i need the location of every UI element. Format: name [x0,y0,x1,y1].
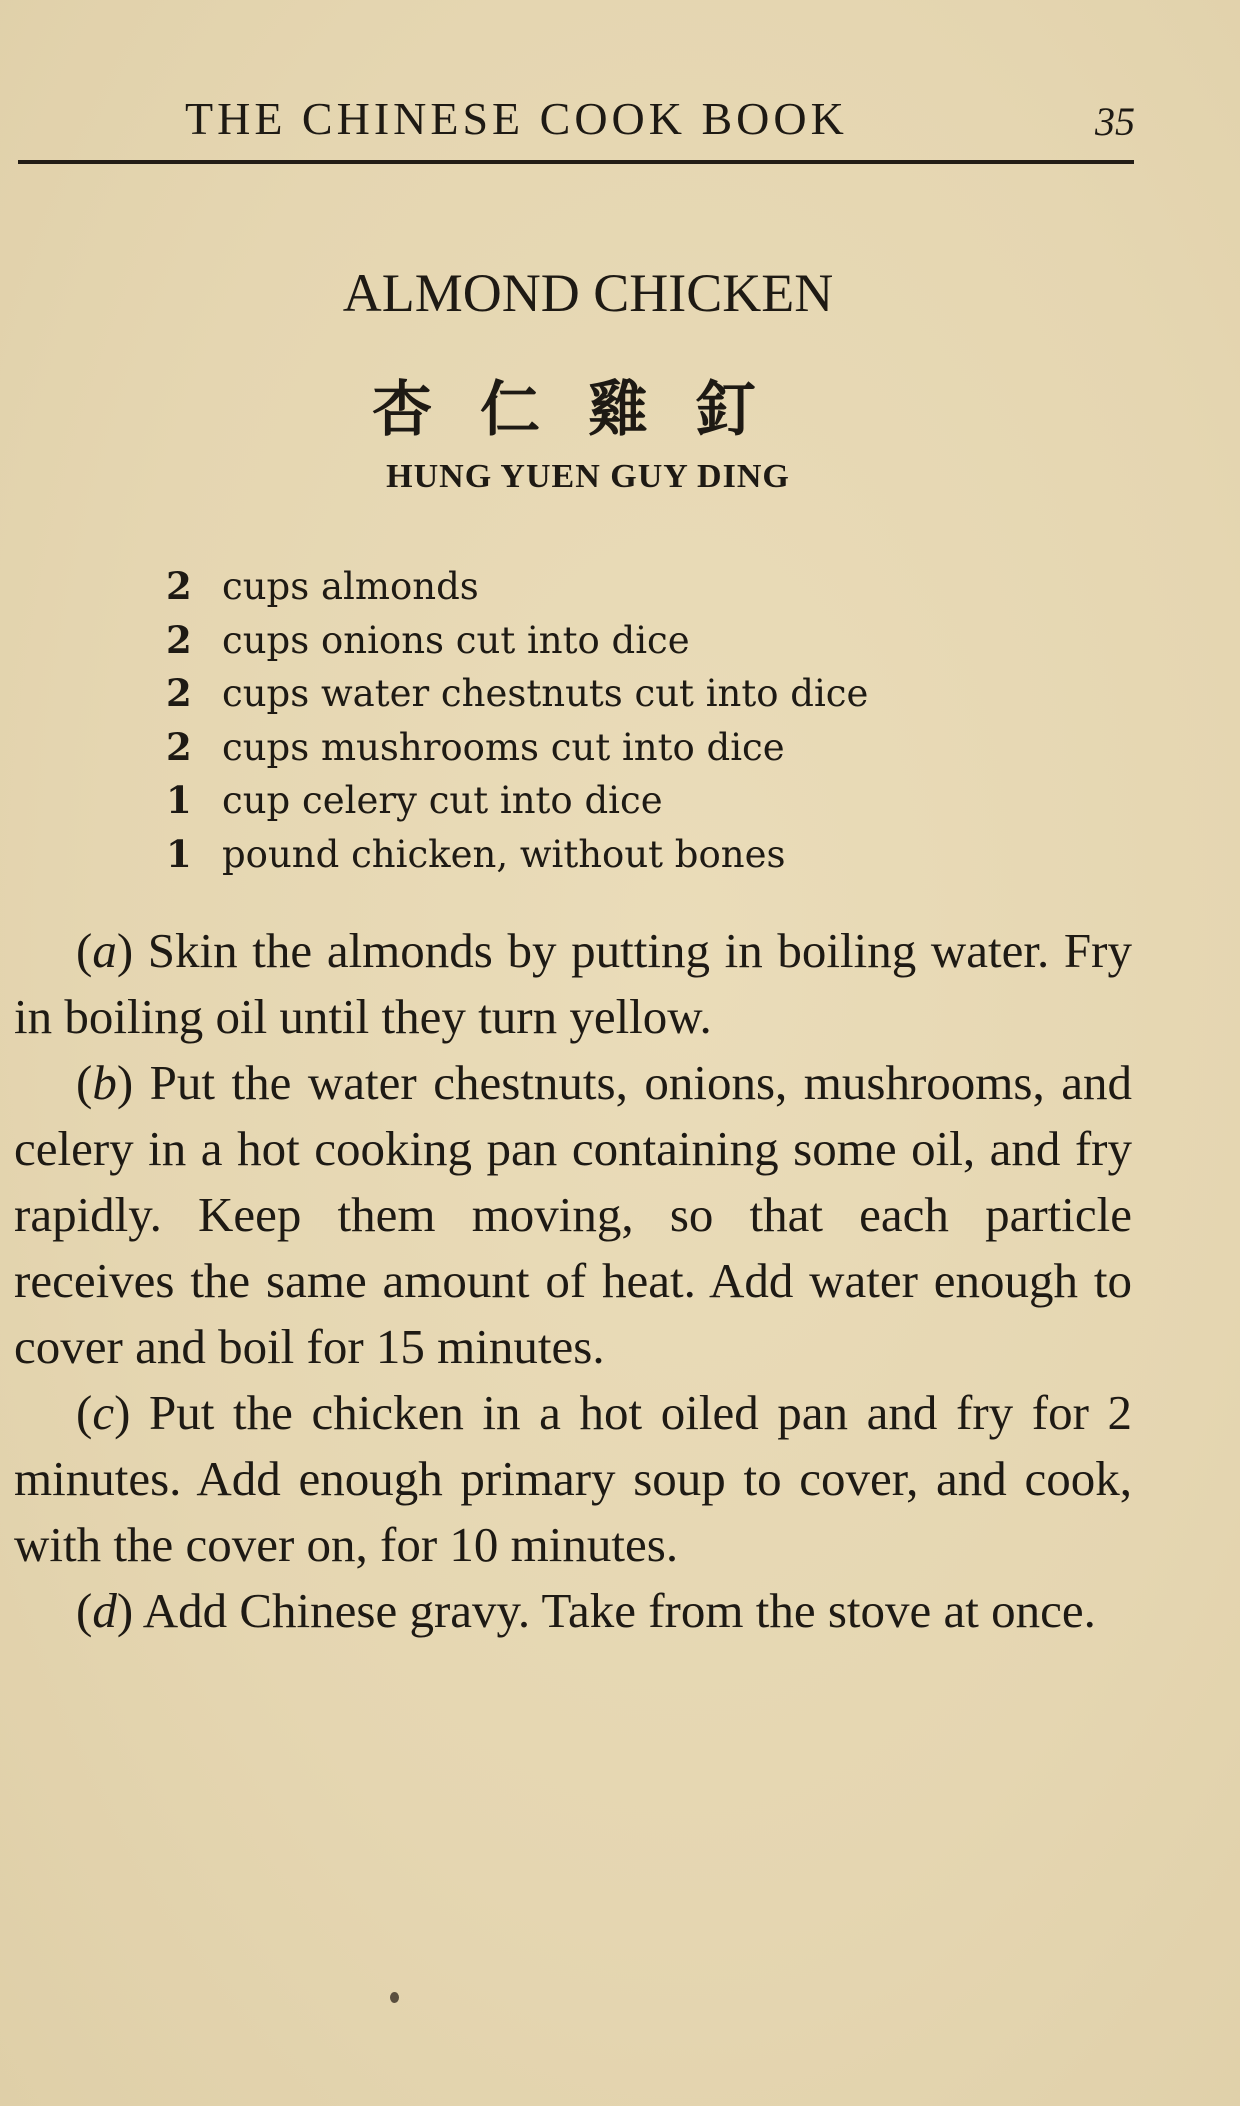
ingredient-quantity: 2 [166,564,192,608]
ingredient-item [166,721,868,775]
step-text: Put the chicken in a hot oiled pan and fry for 2 minutes. Add enough primary soup to cover, and cook, with the cover on, for 10 minutes. [14,1385,1132,1572]
ingredient-quantity: 2 [166,617,192,662]
ingredient-text: cups mushrooms cut into dice [222,725,785,769]
step-d: (d) Add Chinese gravy. Take from the stove at once. [76,1583,1096,1638]
ingredient-text: cup celery cut into dice [222,779,663,822]
step-text: Put the water chestnuts, onions, mushrooms, and celery in a hot cooking pan containing some oil, and fry rapidly. Keep them moving, so that each particle receives the same amount of heat. Add water enough to cover and boil for 15 minutes. [14,1055,1132,1374]
step-c: (c) Put the chicken in a hot oiled pan and fry for 2 minutes. Add enough primary soup to cover, and cook, with the cover on, for 10 minutes. [14,1385,1132,1572]
ingredient-item [166,828,868,882]
ingredient-item [166,614,868,668]
ingredient-quantity: 1 [166,778,192,822]
paper-speck [390,1992,399,2003]
ingredient-quantity: 2 [166,671,192,715]
recipe-romanized-title: HUNG YUEN GUY DING [386,458,790,495]
step-letter: b [92,1055,117,1110]
ingredient-text: cups water chestnuts cut into dice [222,672,869,715]
ingredient-quantity: 1 [166,831,192,876]
recipe-chinese-title: 杏仁雞釘 [372,375,804,445]
step-text: Add Chinese gravy. Take from the stove at once. [142,1583,1096,1638]
step-text: Skin the almonds by putting in boiling water. Fry in boiling oil until they turn yellow. [14,923,1132,1044]
ingredient-item [166,667,868,721]
ingredient-text: cups almonds [222,565,479,608]
ingredient-item [166,560,868,614]
ingredient-text: cups onions cut into dice [222,618,690,662]
step-letter: c [92,1385,115,1440]
page-number: 35 [1095,99,1135,144]
ingredient-quantity: 2 [166,724,192,769]
running-head-title: THE CHINESE COOK BOOK [185,93,848,144]
step-letter: d [92,1583,117,1638]
header-rule [18,160,1134,164]
step-a: (a) Skin the almonds by putting in boiling water. Fry in boiling oil until they turn yellow. [14,923,1132,1044]
step-letter: a [92,923,117,978]
step-b: (b) Put the water chestnuts, onions, mushrooms, and celery in a hot cooking pan containing some oil, and fry rapidly. Keep them moving, so that each particle receives the same amount of heat. Add water enough to cover and boil for 15 minutes. [14,1055,1132,1374]
ingredient-item [166,774,868,828]
recipe-title: ALMOND CHICKEN [342,263,834,323]
method-steps [14,918,1132,1644]
ingredient-text: pound chicken, without bones [222,832,786,876]
ingredient-list [166,560,868,881]
